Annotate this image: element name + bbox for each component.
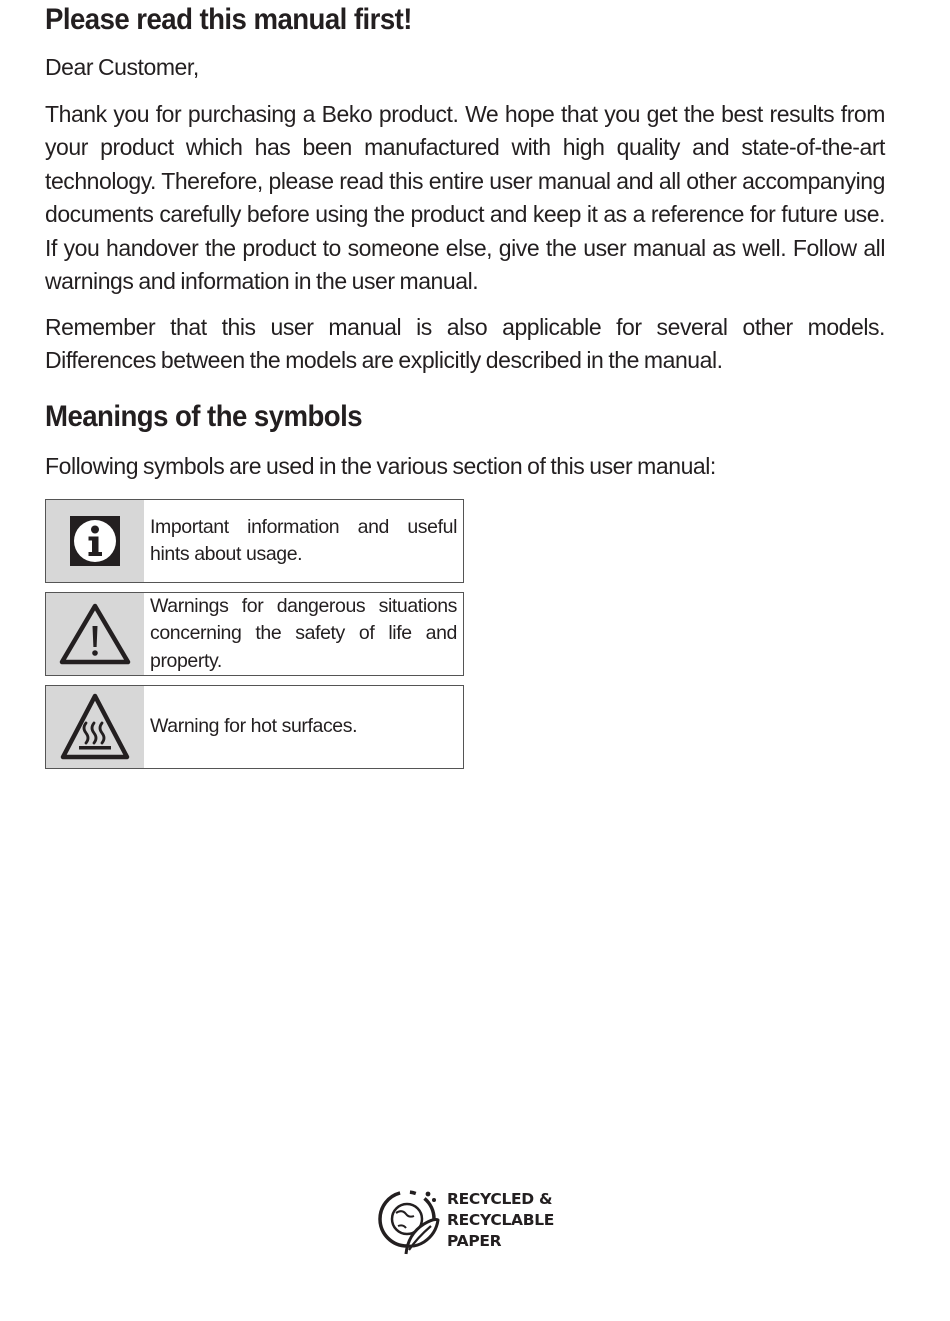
symbols-intro: Following symbols are used in the various section of this user manual:	[45, 453, 716, 479]
symbol-text: Warning for hot surfaces.	[150, 715, 358, 738]
intro-paragraph: Thank you for purchasing a Beko product. We hope that you get the best results from your product which has been manufactured with high quality and state-of-the-art technology. Therefore, please read this entire user manual and all other accompanying documents carefully before using the product and keep it as a reference for future use. If you handover the product to someone else, give the user manual as well. Follow all warnings and information in the user manual.	[45, 101, 885, 295]
hot-surface-icon	[46, 686, 144, 768]
symbols-heading: Meanings of the symbols	[45, 400, 363, 433]
symbol-row-info	[45, 499, 464, 583]
recycle-label-line: RECYCLED &	[447, 1190, 553, 1208]
recycled-paper-icon	[376, 1186, 442, 1256]
symbol-row-warning	[45, 592, 464, 676]
recycle-label-line: RECYCLABLE	[447, 1211, 555, 1229]
symbol-text: Warnings for dangerous situations concerning the safety of life and property.	[150, 594, 457, 672]
remember-paragraph: Remember that this user manual is also applicable for several other models. Differences between the models are explicitly described in the manual.	[45, 314, 885, 374]
recycled-paper-badge	[376, 1186, 576, 1258]
greeting-text: Dear Customer,	[45, 54, 199, 80]
symbol-text: Important information and useful hints about usage.	[150, 515, 457, 565]
page-heading: Please read this manual first!	[45, 3, 412, 36]
warning-icon	[46, 593, 144, 675]
symbol-row-hot-surface	[45, 685, 464, 769]
recycle-label-line: PAPER	[447, 1232, 502, 1250]
info-icon	[46, 500, 144, 582]
